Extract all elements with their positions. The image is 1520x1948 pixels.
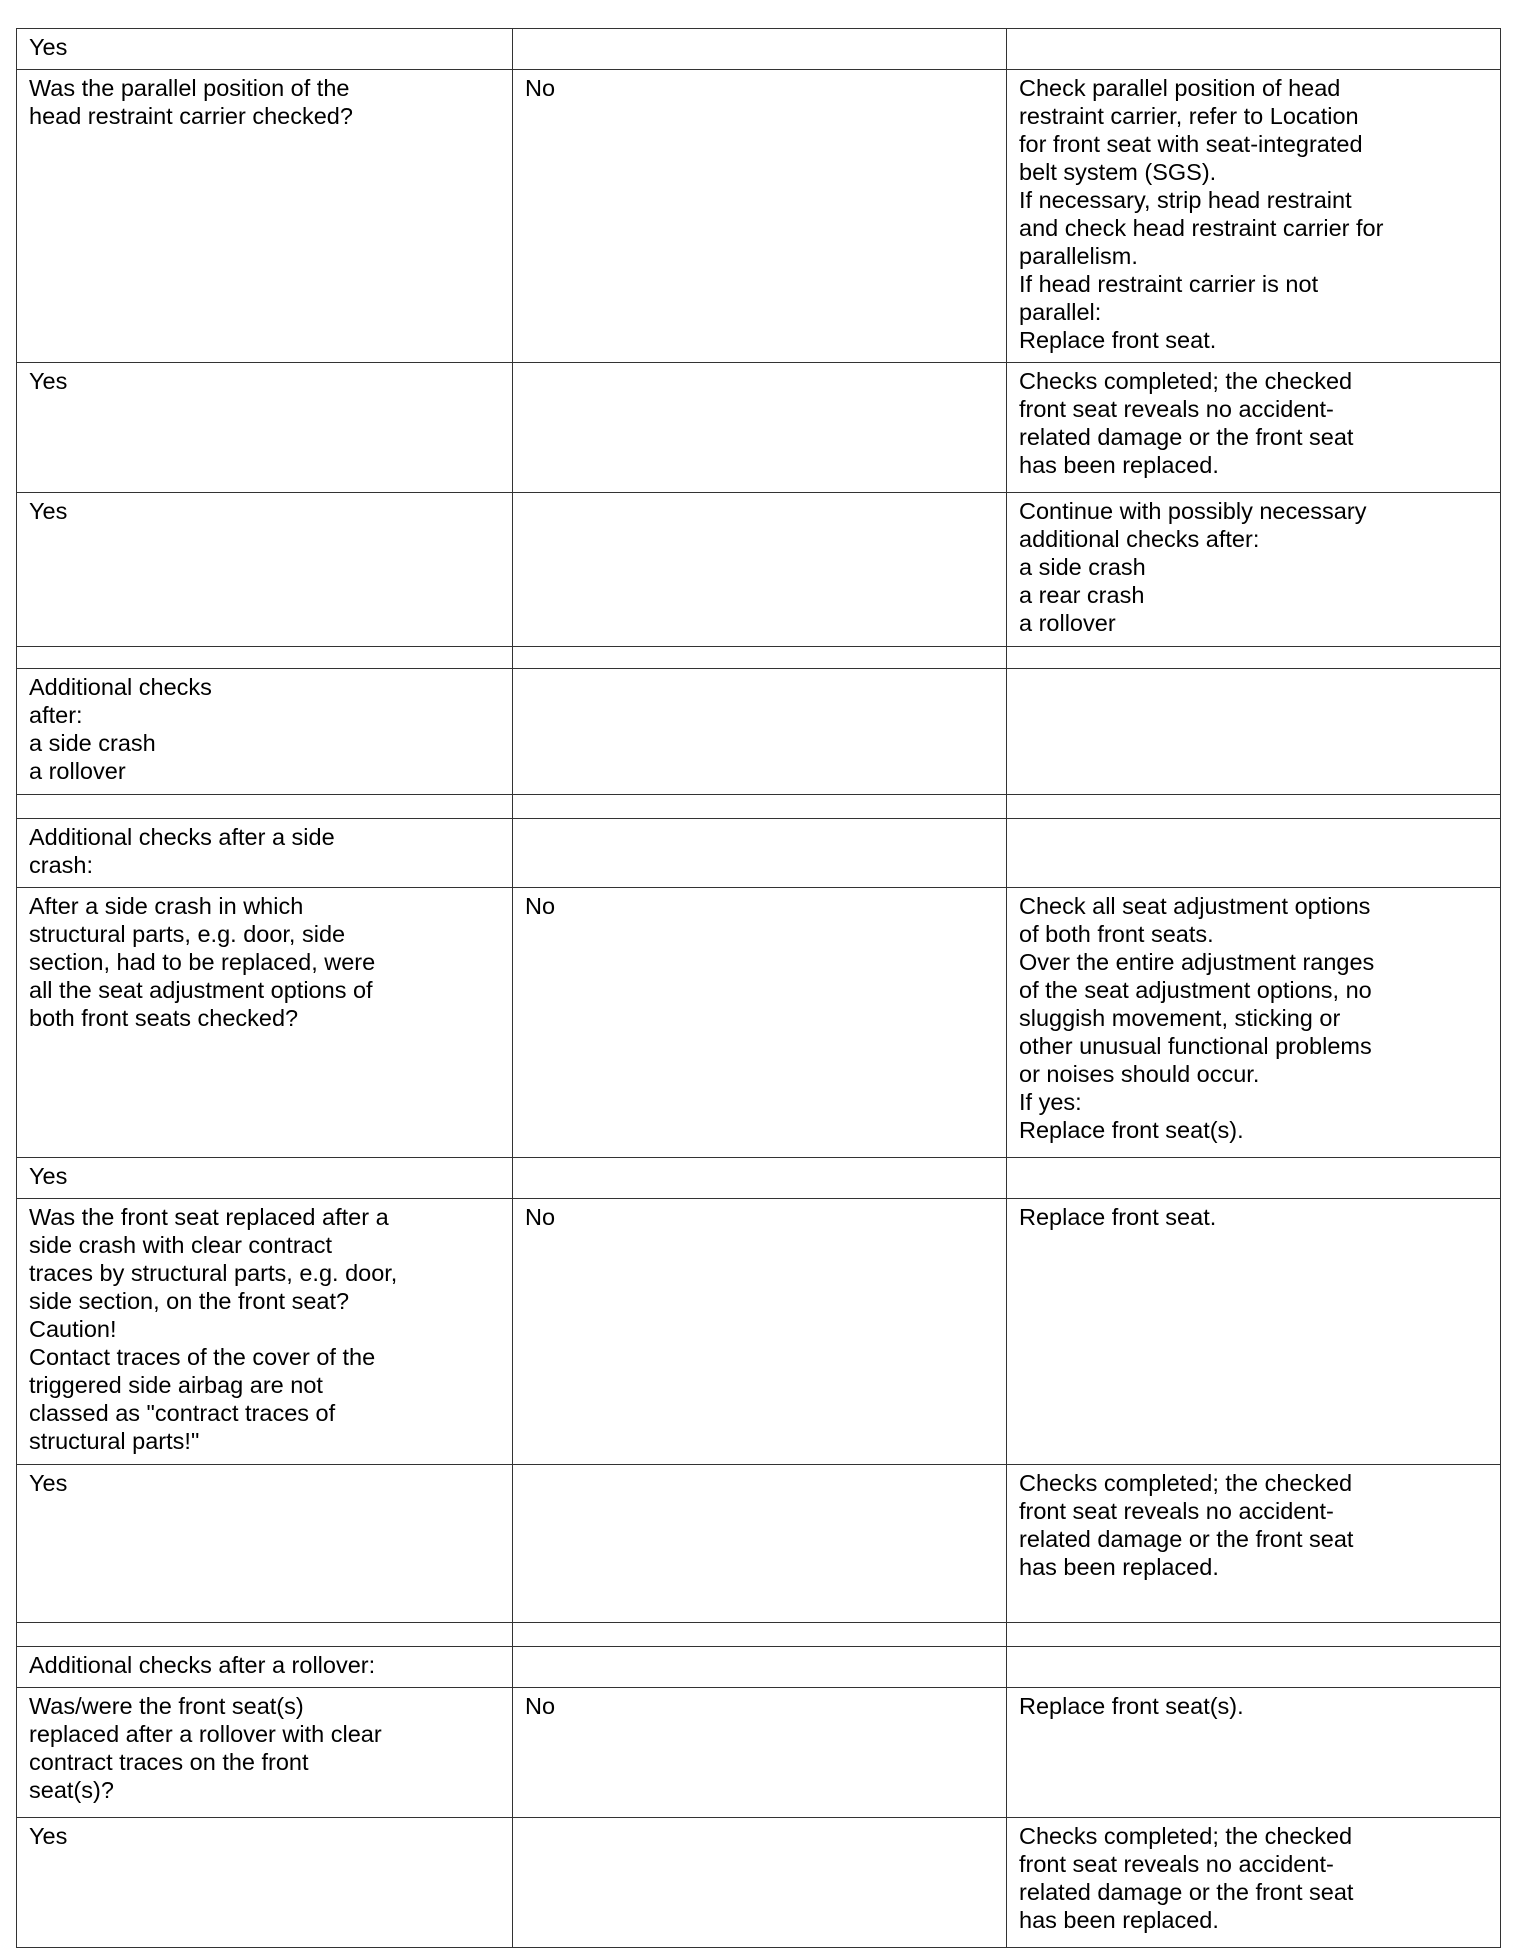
check-cell: Was/were the front seat(s) replaced after a rollover with clear contract traces on the front seat(s)? <box>17 1688 513 1818</box>
table-row <box>17 1818 1501 1948</box>
result-cell <box>513 493 1007 647</box>
action-cell: Replace front seat(s). <box>1007 1688 1501 1818</box>
result-cell <box>513 1818 1007 1948</box>
check-cell <box>17 1623 513 1647</box>
check-cell: Yes <box>17 493 513 647</box>
action-cell: Checks completed; the checked front seat reveals no accident- related damage or the front seat has been replaced. <box>1007 1818 1501 1948</box>
spacer-row <box>17 1623 1501 1647</box>
action-cell <box>1007 795 1501 819</box>
action-cell: Checks completed; the checked front seat reveals no accident- related damage or the front seat has been replaced. <box>1007 1465 1501 1623</box>
result-cell <box>513 1647 1007 1688</box>
check-cell: Was the parallel position of the head restraint carrier checked? <box>17 70 513 363</box>
table-row <box>17 29 1501 70</box>
check-cell: Additional checks after a rollover: <box>17 1647 513 1688</box>
result-cell <box>513 1465 1007 1623</box>
check-cell: Yes <box>17 1818 513 1948</box>
result-cell <box>513 647 1007 669</box>
check-cell: Was the front seat replaced after a side crash with clear contract traces by structural parts, e.g. door, side section, on the front seat? Caution! Contact traces of the cover of the triggered side airbag are not classed as "contract traces of structural parts!" <box>17 1199 513 1465</box>
table-row <box>17 363 1501 493</box>
result-cell: No <box>513 70 1007 363</box>
action-cell: Continue with possibly necessary additional checks after: a side crash a rear crash a rollover <box>1007 493 1501 647</box>
table-row <box>17 819 1501 888</box>
result-cell <box>513 1158 1007 1199</box>
check-cell: Yes <box>17 1465 513 1623</box>
check-cell <box>17 795 513 819</box>
check-cell <box>17 647 513 669</box>
action-cell <box>1007 669 1501 795</box>
table-row <box>17 1158 1501 1199</box>
action-cell <box>1007 819 1501 888</box>
action-cell: Check all seat adjustment options of both front seats. Over the entire adjustment ranges of the seat adjustment options, no sluggish movement, sticking or other unusual functional problems or noises should occur. If yes: Replace front seat(s). <box>1007 888 1501 1158</box>
action-cell <box>1007 1158 1501 1199</box>
action-cell: Checks completed; the checked front seat reveals no accident- related damage or the front seat has been replaced. <box>1007 363 1501 493</box>
result-cell <box>513 1623 1007 1647</box>
table-row <box>17 888 1501 1158</box>
check-table <box>16 28 1501 1948</box>
check-cell: Additional checks after: a side crash a rollover <box>17 669 513 795</box>
check-cell: Yes <box>17 1158 513 1199</box>
table-row <box>17 493 1501 647</box>
spacer-row <box>17 795 1501 819</box>
result-cell: No <box>513 1688 1007 1818</box>
action-cell: Check parallel position of head restraint carrier, refer to Location for front seat with seat-integrated belt system (SGS). If necessary, strip head restraint and check head restraint carrier for parallelism. If head restraint carrier is not parallel: Replace front seat. <box>1007 70 1501 363</box>
result-cell: No <box>513 888 1007 1158</box>
check-cell: Yes <box>17 29 513 70</box>
result-cell <box>513 29 1007 70</box>
table-row <box>17 1688 1501 1818</box>
result-cell <box>513 819 1007 888</box>
table-row <box>17 1465 1501 1623</box>
action-cell <box>1007 1623 1501 1647</box>
result-cell <box>513 363 1007 493</box>
result-cell <box>513 795 1007 819</box>
check-cell: Yes <box>17 363 513 493</box>
action-cell <box>1007 647 1501 669</box>
table-row <box>17 1647 1501 1688</box>
spacer-row <box>17 647 1501 669</box>
action-cell <box>1007 1647 1501 1688</box>
table-row <box>17 1199 1501 1465</box>
check-cell: Additional checks after a side crash: <box>17 819 513 888</box>
table-row <box>17 70 1501 363</box>
action-cell: Replace front seat. <box>1007 1199 1501 1465</box>
result-cell <box>513 669 1007 795</box>
table-row <box>17 669 1501 795</box>
action-cell <box>1007 29 1501 70</box>
result-cell: No <box>513 1199 1007 1465</box>
check-cell: After a side crash in which structural parts, e.g. door, side section, had to be replaced, were all the seat adjustment options of both front seats checked? <box>17 888 513 1158</box>
